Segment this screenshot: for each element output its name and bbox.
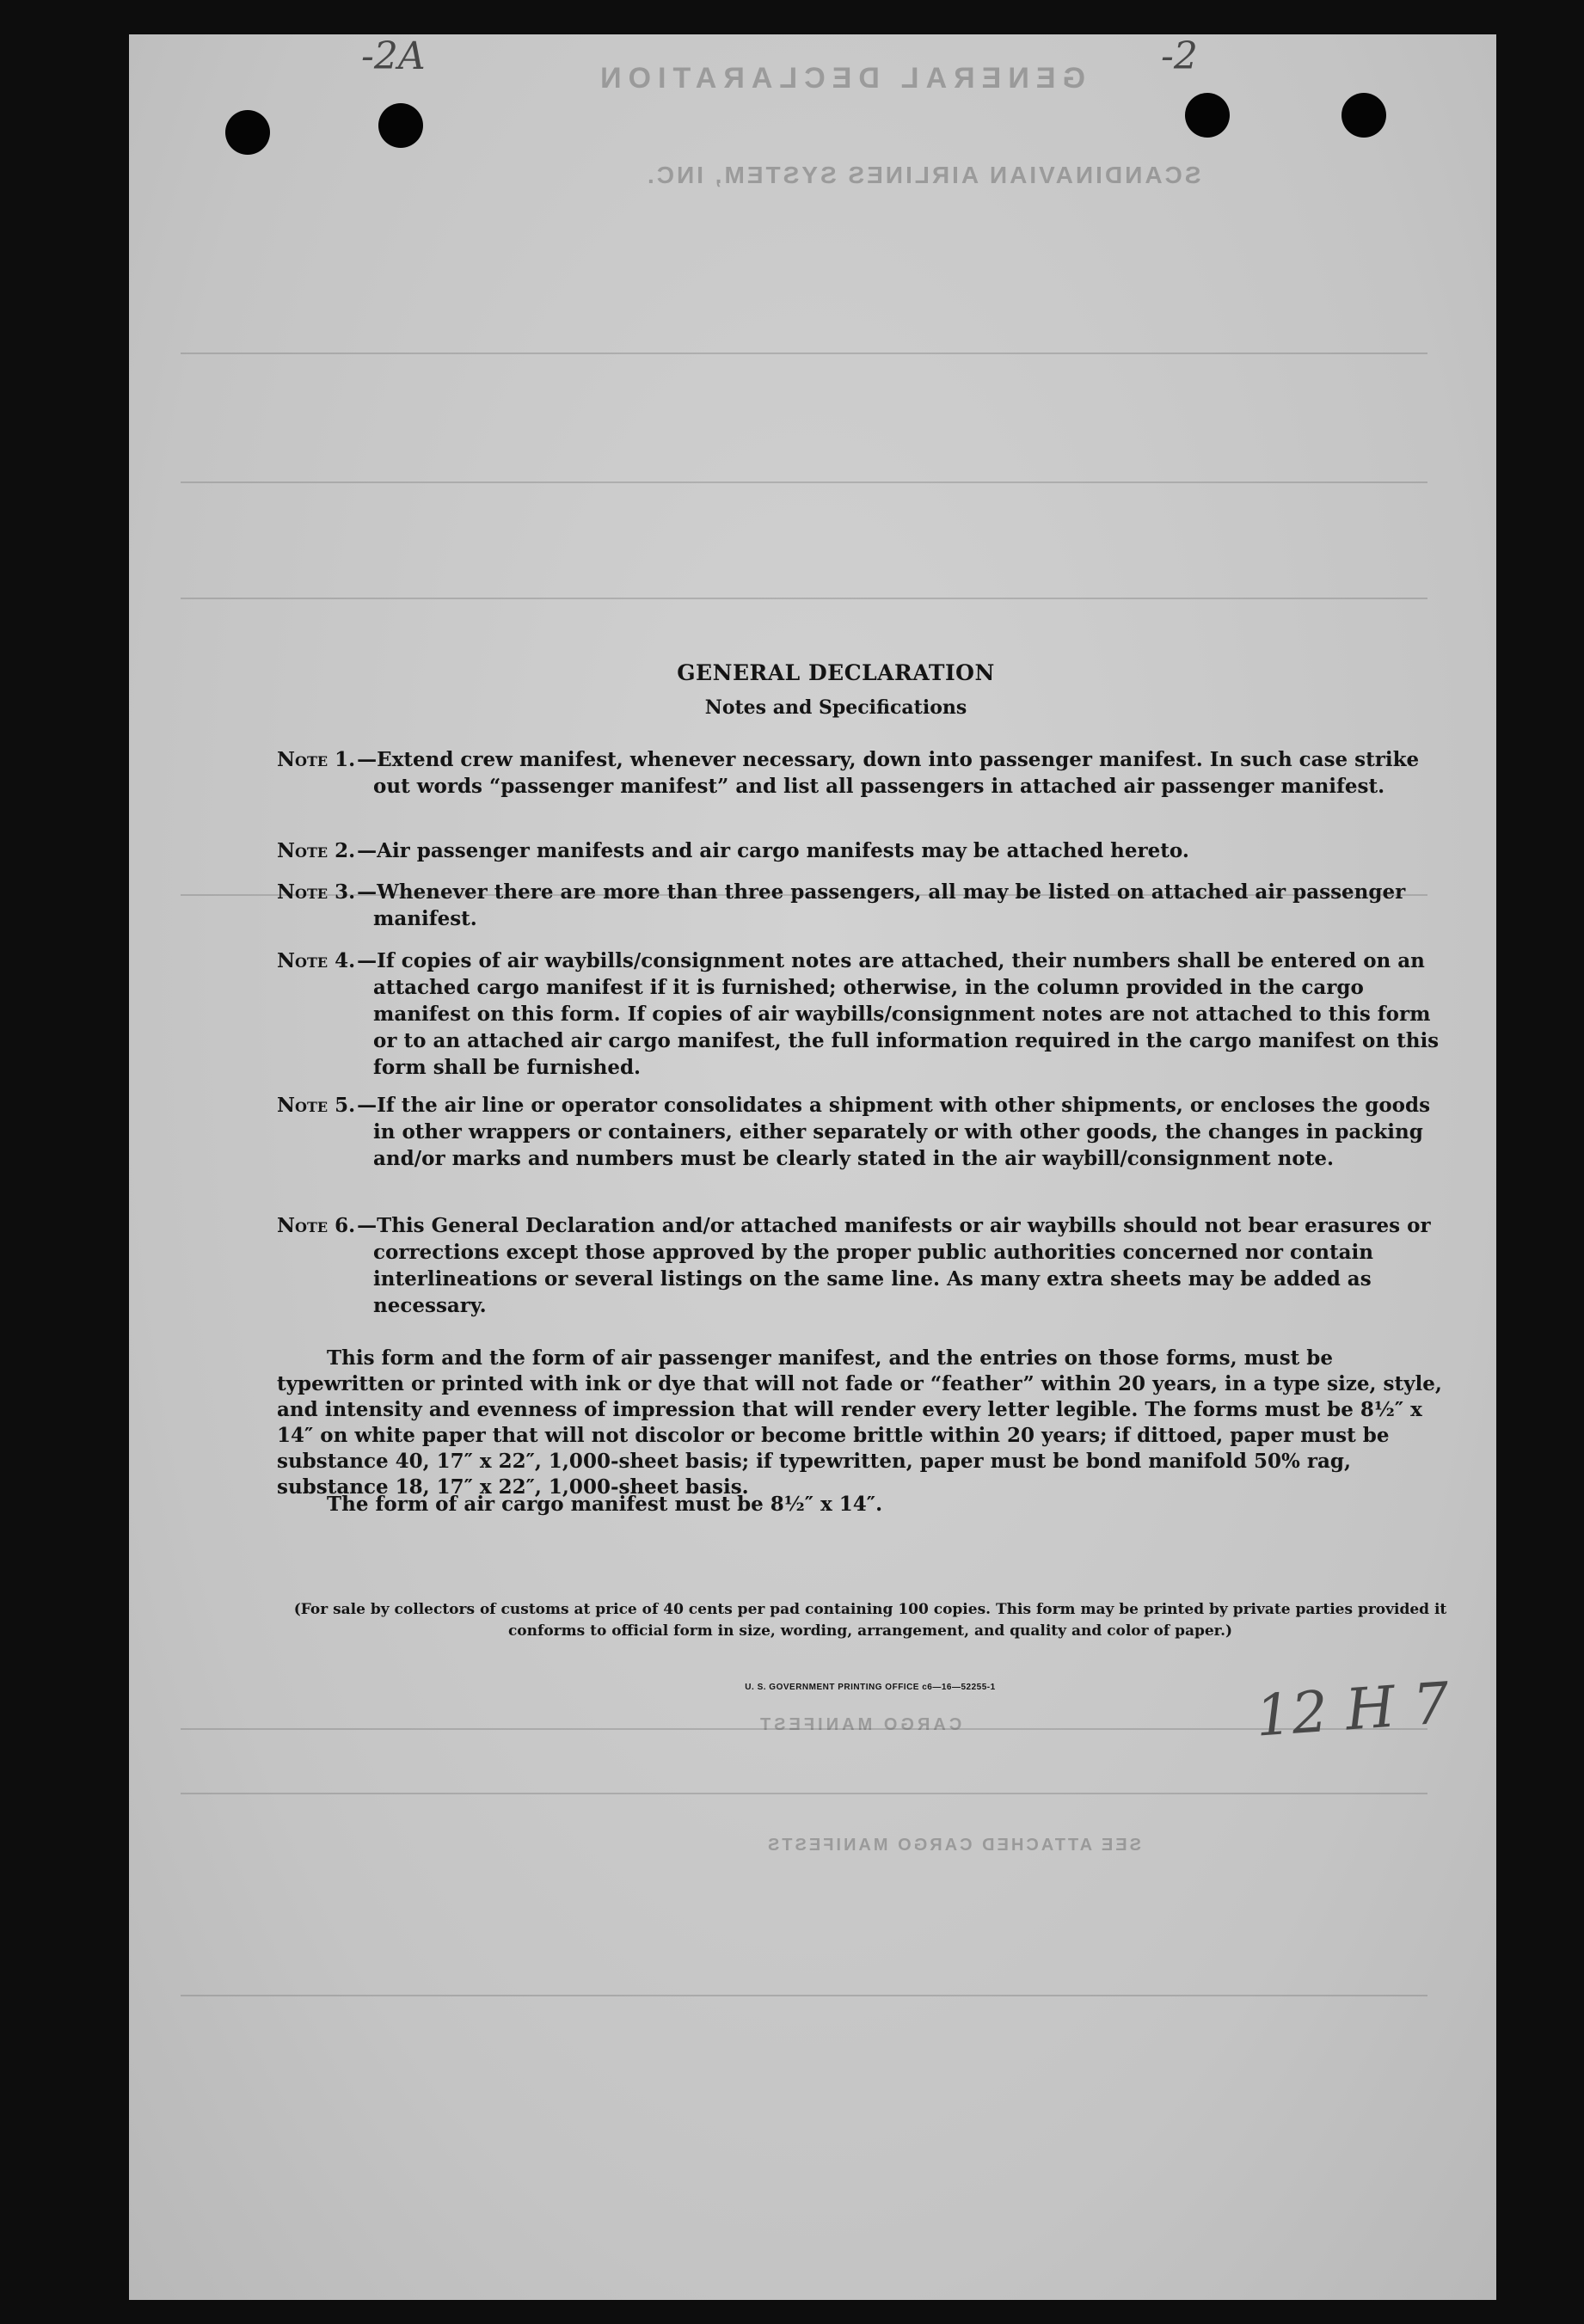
- note-text: —Whenever there are more than three passengers, all may be listed on attached air passenger manifest.: [357, 880, 1406, 930]
- form-specification-paragraph: This form and the form of air passenger manifest, and the entries on those forms, must be typewritten or printed with ink or dye that will not fade or “feather” within 20 years, in a type size, style, and intensity and evenness of impression that will render every letter legible. The forms must be 8½″ x 14″ on white paper that will not discolor or become brittle within 20 years; if dittoed, paper must be substance 40, 17″ x 22″, 1,000-sheet basis; if typewritten, paper must be bond manifold 50% rag, substance 18, 17″ x 22″, 1,000-sheet basis.: [277, 1346, 1442, 1499]
- note-text: —Air passenger manifests and air cargo manifests may be attached hereto.: [357, 839, 1189, 862]
- document-page: [129, 34, 1496, 2300]
- bleed-through-rule: [181, 598, 1427, 599]
- note-label: Note 4.: [277, 949, 356, 972]
- page-title: GENERAL DECLARATION: [677, 660, 995, 685]
- bleed-through-attached: SEE ATTACHED CARGO MANIFESTS: [765, 1836, 1141, 1855]
- note-label: Note 2.: [277, 839, 356, 862]
- cargo-manifest-size-line: The form of air cargo manifest must be 8½″ x 14″.: [327, 1493, 883, 1516]
- note-text: —If copies of air waybills/consignment notes are attached, their numbers shall be entered on an attached cargo manifest if it is furnished; otherwise, in the column provided in the cargo manifest on this form. If copies of air waybills/consignment notes are not attached to this form or to an attached air cargo manifest, the full information required in the cargo manifest on this form shall be furnished.: [357, 949, 1440, 1079]
- bleed-through-cargo-heading: CARGO MANIFEST: [757, 1715, 962, 1734]
- sale-note: (For sale by collectors of customs at price of 40 cents per pad containing 100 copies. This form may be printed by private parties provided it conforms to official form in size, wording, arrangement, and quality and color of paper.): [293, 1601, 1447, 1640]
- punch-hole: [225, 110, 270, 155]
- page-subtitle: Notes and Specifications: [704, 696, 967, 719]
- note-text: —Extend crew manifest, whenever necessary, down into passenger manifest. In such case strike out words “passenger manifest” and list all passengers in attached air passenger manifest.: [357, 748, 1420, 798]
- bleed-through-title: GENERAL DECLARATION: [593, 62, 1085, 95]
- bleed-through-rule: [181, 353, 1427, 354]
- note-label: Note 1.: [277, 748, 356, 771]
- note-text: —This General Declaration and/or attached manifests or air waybills should not bear erasures or corrections except those approved by the proper public authorities concerned nor contain interlineations or several listings on the same line. As many extra sheets may be added as necessary.: [357, 1214, 1431, 1317]
- note-label: Note 5.: [277, 1094, 356, 1117]
- note-label: Note 6.: [277, 1214, 356, 1237]
- bleed-through-airline: SCANDINAVIAN AIRLINES SYSTEM, INC.: [645, 162, 1201, 188]
- handwritten-side-number: 12 H 7: [1253, 1670, 1452, 1750]
- bleed-through-rule: [181, 1793, 1427, 1794]
- punch-hole: [378, 103, 423, 148]
- punch-hole: [1341, 93, 1386, 138]
- punch-hole: [1185, 93, 1230, 138]
- bleed-through-rule: [181, 481, 1427, 483]
- note-label: Note 3.: [277, 880, 356, 904]
- handwritten-mark-top-right: -2: [1161, 34, 1198, 78]
- bleed-through-rule: [181, 1728, 1427, 1730]
- handwritten-mark-top-left: -2A: [361, 34, 426, 78]
- bleed-through-rule: [181, 1995, 1427, 1996]
- gpo-imprint: U. S. GOVERNMENT PRINTING OFFICE c6—16—52255-1: [745, 1683, 996, 1692]
- note-text: —If the air line or operator consolidates a shipment with other shipments, or encloses the goods in other wrappers or containers, either separately or with other goods, the changes in packing and/or marks and numbers must be clearly stated in the air waybill/consignment note.: [357, 1094, 1431, 1170]
